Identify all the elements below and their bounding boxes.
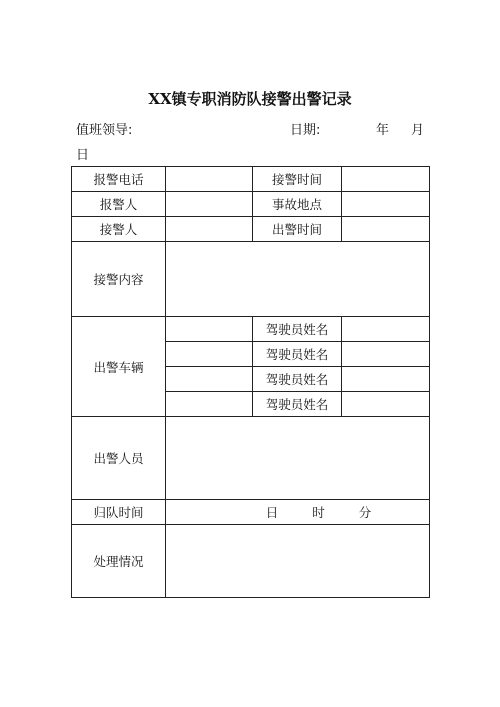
driver-name-label-2: 驾驶员姓名: [253, 342, 342, 367]
form-row-receiver: [72, 217, 430, 242]
form-row-handling: [72, 525, 430, 598]
driver-name-label-4: 驾驶员姓名: [253, 392, 342, 417]
driver-name-field-2[interactable]: [342, 342, 430, 367]
receive-time-field[interactable]: [342, 167, 430, 192]
date-label: 日期:: [290, 123, 321, 138]
driver-name-field-1[interactable]: [342, 317, 430, 342]
handling-field[interactable]: [166, 525, 430, 598]
incident-location-field[interactable]: [342, 192, 430, 217]
dispatch-personnel-label: 出警人员: [72, 417, 166, 500]
driver-name-label-3: 驾驶员姓名: [253, 367, 342, 392]
return-hour-label: 时: [312, 505, 325, 520]
day-label: 日: [76, 148, 90, 163]
vehicle-field-1[interactable]: [166, 317, 253, 342]
return-time-label: 归队时间: [72, 500, 166, 525]
dispatch-time-field[interactable]: [342, 217, 430, 242]
reporter-field[interactable]: [166, 192, 253, 217]
year-label: 年: [376, 123, 390, 138]
alarm-phone-label: 报警电话: [72, 167, 166, 192]
vehicle-field-2[interactable]: [166, 342, 253, 367]
alarm-content-label: 接警内容: [72, 242, 166, 317]
form-row-return: [72, 500, 430, 525]
return-minute-label: 分: [358, 505, 372, 520]
form-row-vehicle-1: [72, 317, 430, 342]
month-label: 月: [411, 123, 425, 138]
handling-label: 处理情况: [72, 525, 166, 598]
dispatch-vehicle-label: 出警车辆: [72, 317, 166, 417]
vehicle-field-4[interactable]: [166, 392, 253, 417]
form-row-reporter: [72, 192, 430, 217]
form-row-content: [72, 242, 430, 317]
reporter-label: 报警人: [72, 192, 166, 217]
alarm-phone-field[interactable]: [166, 167, 253, 192]
driver-name-label-1: 驾驶员姓名: [253, 317, 342, 342]
duty-leader-label: 值班领导:: [76, 123, 133, 138]
form-row-phone: [72, 167, 430, 192]
receiver-label: 接警人: [72, 217, 166, 242]
form-row-personnel: [72, 417, 430, 500]
alarm-record-form: [71, 166, 430, 598]
return-day-label: 日: [265, 505, 279, 520]
receive-time-label: 接警时间: [253, 167, 342, 192]
driver-name-field-3[interactable]: [342, 367, 430, 392]
page-title: XX镇专职消防队接警出警记录: [148, 90, 352, 108]
alarm-content-field[interactable]: [166, 242, 430, 317]
return-time-field[interactable]: [166, 500, 430, 525]
dispatch-personnel-field[interactable]: [166, 417, 430, 500]
incident-location-label: 事故地点: [253, 192, 342, 217]
receiver-field[interactable]: [166, 217, 253, 242]
vehicle-field-3[interactable]: [166, 367, 253, 392]
driver-name-field-4[interactable]: [342, 392, 430, 417]
dispatch-time-label: 出警时间: [253, 217, 342, 242]
